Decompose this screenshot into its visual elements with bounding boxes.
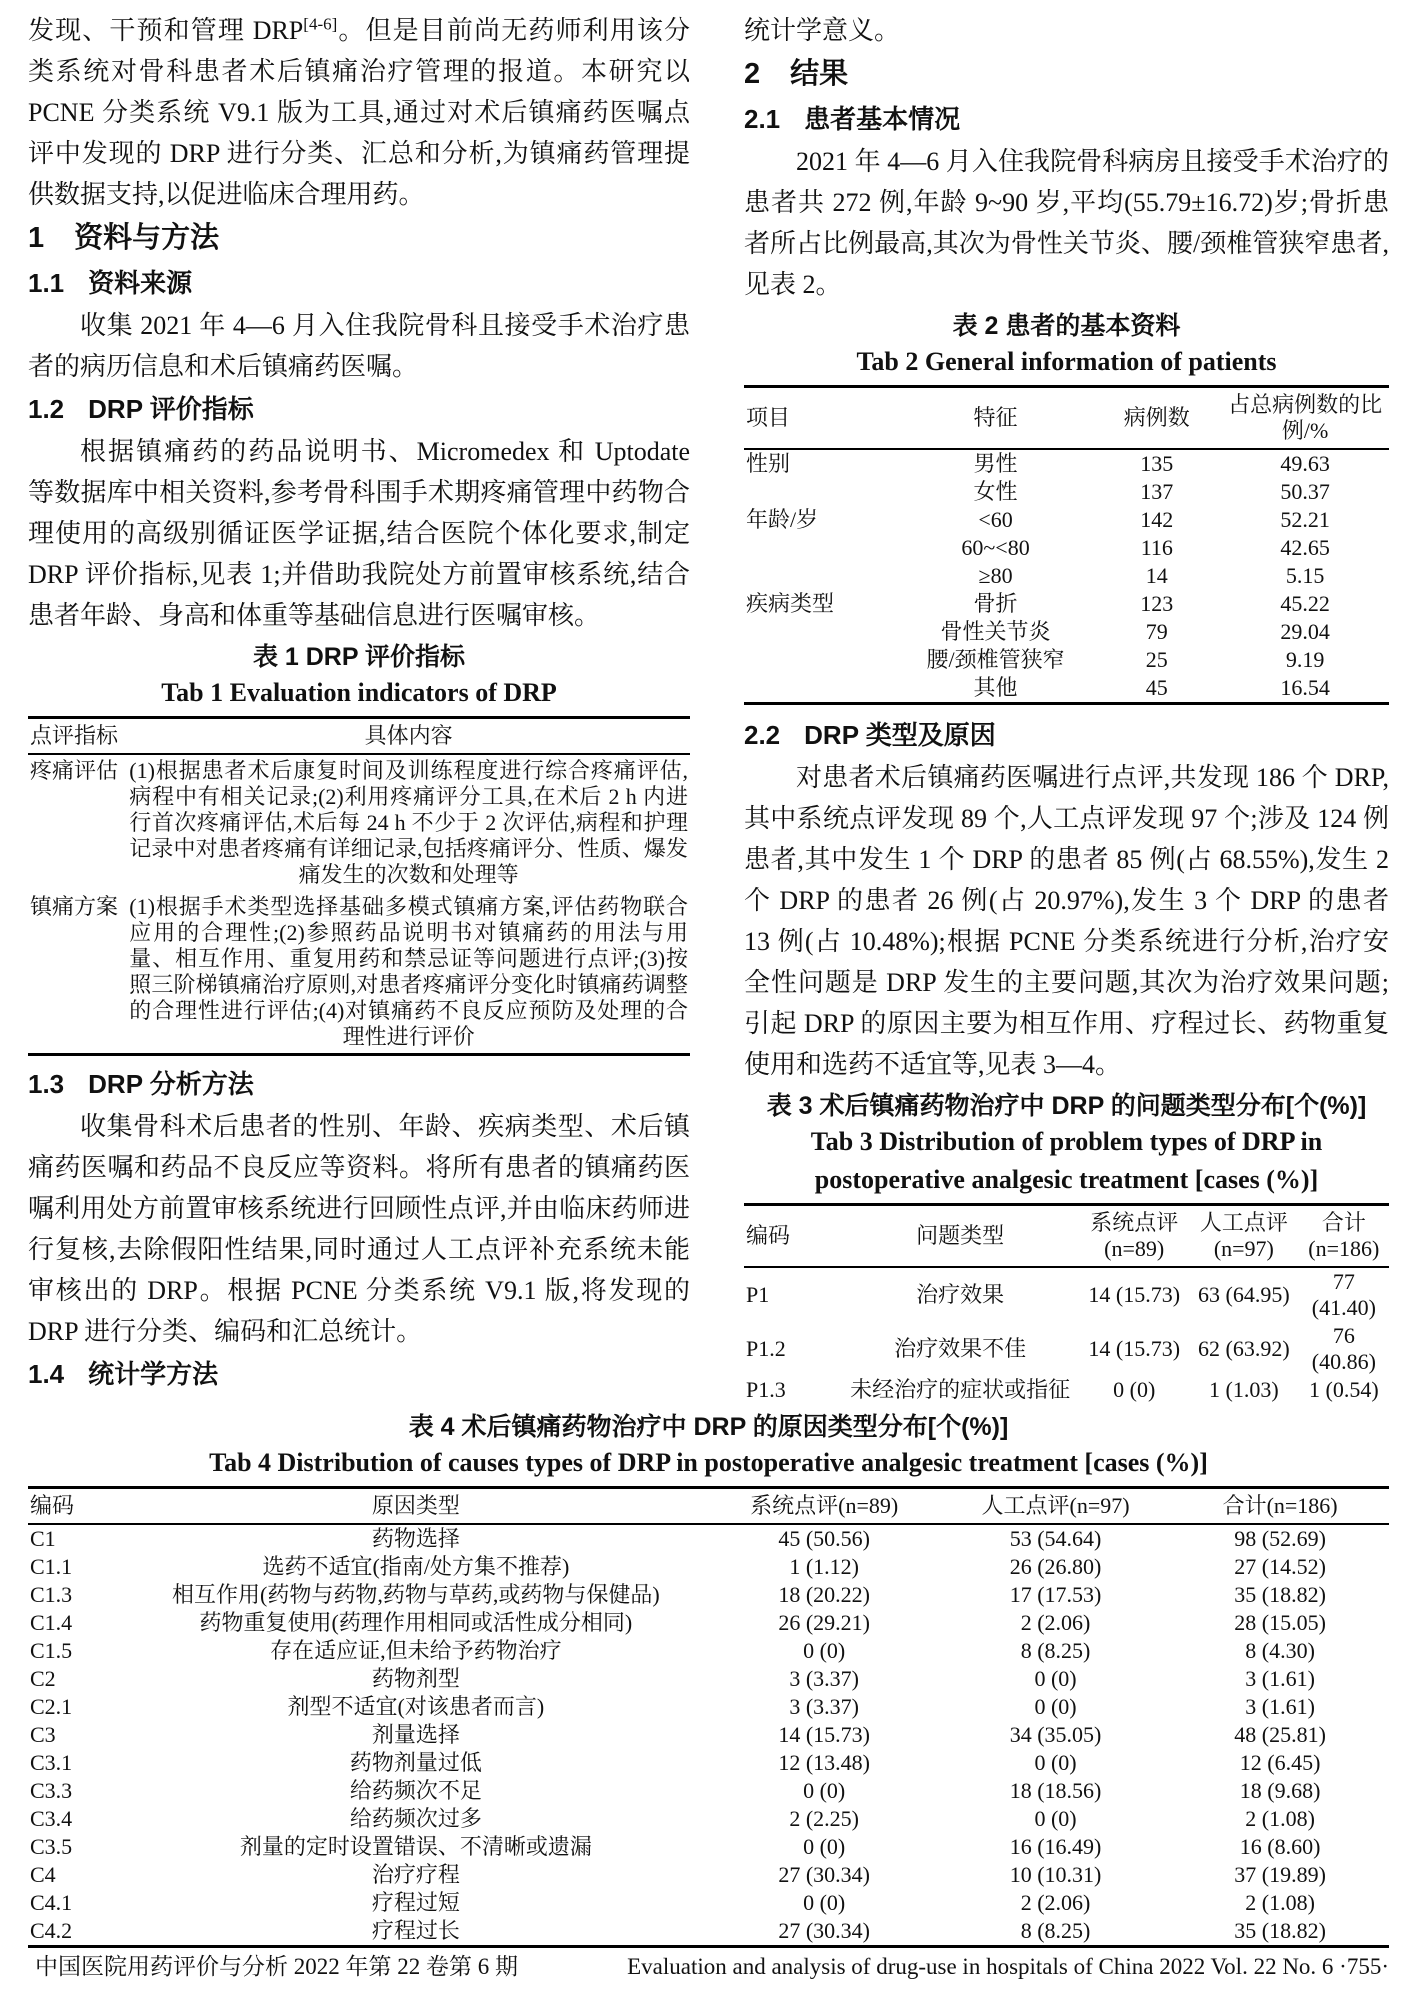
table-cell: C1	[30, 1526, 56, 1551]
heading-2-2	[744, 713, 1389, 757]
table-cell: 14 (15.73)	[1088, 1282, 1181, 1307]
section-number: 2.2	[744, 720, 781, 750]
table-row	[744, 646, 1389, 674]
table-cell: 98 (52.69)	[1234, 1526, 1326, 1551]
table-row	[28, 1581, 1389, 1609]
table3-block	[744, 1089, 1389, 1402]
table-row	[28, 754, 690, 891]
table1-caption-cn: 表 1 DRP 评价指标	[252, 643, 466, 671]
table-row	[744, 478, 1389, 506]
table-cell: 14	[1145, 563, 1168, 588]
section-number: 1	[28, 222, 45, 254]
column-header: 人工点评(n=97)	[940, 1488, 1171, 1525]
table-cell: 116	[1140, 535, 1173, 560]
table-cell	[744, 562, 899, 590]
paragraph-drp-indicators: 根据镇痛药的药品说明书、Micromedex 和 Uptodate 等数据库中相关资料,参考骨科围手术期疼痛管理中药物合理使用的高级别循证医学证据,结合医院个体化要求,制定 DRP 评价指标,见表 1;并借助我院处方前置审核系统,结合患者年龄、身高和体重等基础信息进行医嘱审核。	[28, 437, 690, 630]
table-cell: 14 (15.73)	[1088, 1336, 1181, 1361]
column-header: 特征	[899, 387, 1093, 450]
table-cell: 相互作用(药物与药物,药物与草药,或药物与保健品)	[172, 1582, 660, 1607]
section-title: 结果	[790, 58, 849, 90]
table-row	[744, 1376, 1389, 1402]
table-cell: 79	[1145, 619, 1168, 644]
right-column	[744, 10, 1389, 1402]
table-cell: <60	[978, 507, 1013, 532]
table-cell: 9.19	[1285, 647, 1325, 672]
table-cell: 治疗疗程	[371, 1862, 460, 1887]
table-cell: 1 (1.03)	[1209, 1377, 1279, 1402]
table-cell: 37 (19.89)	[1234, 1862, 1326, 1887]
table-cell: 50.37	[1280, 479, 1330, 504]
table-row	[28, 1693, 1389, 1721]
table-cell: C1.5	[30, 1638, 73, 1663]
table-cell: 0 (0)	[803, 1638, 846, 1663]
table-cell: C1.1	[30, 1554, 73, 1579]
table2-caption-en: Tab 2 General information of patients	[856, 347, 1277, 376]
column-header: 人工点评(n=97)	[1189, 1205, 1299, 1268]
table-row	[744, 590, 1389, 618]
table-cell: 16 (8.60)	[1239, 1834, 1321, 1859]
table-cell: 0 (0)	[1034, 1806, 1077, 1831]
table-cell: (1)根据患者术后康复时间及训练程度进行综合疼痛评估,病程中有相关记录;(2)利用疼痛评分工具,在术后 2 h 内进行首次疼痛评估,术后每 24 h 不少于 2 次评估,病程和护理记录中对患者疼痛有详细记录,包括疼痛评分、性质、爆发痛发生的次数和处理等	[129, 758, 688, 887]
table-cell: 疼痛评估	[30, 758, 119, 783]
section-number: 2	[744, 58, 761, 90]
table-row	[28, 1917, 1389, 1947]
table-cell: 骨折	[973, 591, 1018, 616]
table-row	[28, 1665, 1389, 1693]
table-cell: 药物剂型	[371, 1666, 460, 1691]
table-cell: C3.5	[30, 1834, 73, 1859]
table-row	[28, 1637, 1389, 1665]
column-header: 占总病例数的比例/%	[1221, 387, 1389, 450]
table-cell: 疾病类型	[746, 591, 835, 616]
table-cell: 135	[1140, 451, 1174, 476]
section-title: 资料来源	[88, 268, 193, 298]
table-cell: 疗程过长	[371, 1918, 460, 1943]
column-header: 编码	[744, 1205, 841, 1268]
table3-problem-types	[744, 1203, 1389, 1402]
column-header: 系统点评(n=89)	[1079, 1205, 1189, 1268]
table-cell	[744, 618, 899, 646]
table-cell: 12 (6.45)	[1239, 1750, 1321, 1775]
table-cell: 镇痛方案	[30, 894, 119, 919]
two-column-layout	[28, 10, 1389, 1402]
table-cell: 25	[1145, 647, 1168, 672]
table-cell: 药物重复使用(药理作用相同或活性成分相同)	[199, 1610, 633, 1635]
table-cell: C3.3	[30, 1778, 73, 1803]
table-cell: C4.1	[30, 1890, 73, 1915]
column-header: 合计(n=186)	[1299, 1205, 1389, 1268]
table-header-row	[28, 718, 690, 755]
table-cell: 52.21	[1280, 507, 1330, 532]
heading-section-1	[28, 215, 690, 261]
table-row	[28, 891, 690, 1055]
table-cell: 男性	[973, 451, 1018, 476]
table-cell: 34 (35.05)	[1009, 1722, 1102, 1747]
table-cell: 药物选择	[371, 1526, 460, 1551]
table-cell: 18 (20.22)	[778, 1582, 870, 1607]
table4-block	[28, 1410, 1389, 1948]
table-cell: 1 (1.12)	[789, 1554, 859, 1579]
table-cell: 48 (25.81)	[1234, 1722, 1326, 1747]
paragraph-statistics-continuation: 统计学意义。	[744, 16, 901, 45]
table-cell: 0 (0)	[803, 1890, 846, 1915]
table-cell: 14 (15.73)	[778, 1722, 870, 1747]
table-cell: 27 (14.52)	[1234, 1554, 1326, 1579]
section-title: DRP 类型及原因	[804, 720, 996, 750]
section-title: DRP 分析方法	[88, 1069, 254, 1099]
table-cell: 16 (16.49)	[1009, 1834, 1102, 1859]
table-cell: 骨性关节炎	[940, 619, 1051, 644]
section-number: 1.3	[28, 1069, 65, 1099]
table-cell: 29.04	[1280, 619, 1330, 644]
table-cell: 2 (2.06)	[1020, 1610, 1091, 1635]
section-title: 资料与方法	[74, 222, 220, 254]
table-cell: 0 (0)	[803, 1834, 846, 1859]
table-cell: 45.22	[1280, 591, 1330, 616]
table-cell: 142	[1140, 507, 1174, 532]
table-row	[744, 1267, 1389, 1322]
heading-1-3	[28, 1062, 690, 1106]
table3-caption-cn: 表 3 术后镇痛药物治疗中 DRP 的问题类型分布[个(%)]	[766, 1092, 1367, 1120]
heading-section-2	[744, 51, 1389, 97]
table-cell: 26 (26.80)	[1009, 1554, 1102, 1579]
table-cell: 女性	[973, 479, 1018, 504]
table-row	[28, 1609, 1389, 1637]
table-cell: C3	[30, 1722, 56, 1747]
table-cell: 2 (1.08)	[1245, 1806, 1315, 1831]
table-header-row	[744, 1205, 1389, 1268]
table-row	[744, 674, 1389, 704]
table-cell: 27 (30.34)	[778, 1862, 870, 1887]
section-number: 1.1	[28, 268, 65, 298]
table4-caption-cn: 表 4 术后镇痛药物治疗中 DRP 的原因类型分布[个(%)]	[408, 1413, 1009, 1441]
table-cell: C1.4	[30, 1610, 73, 1635]
table-cell: 8 (4.30)	[1245, 1638, 1315, 1663]
table-cell: 12 (13.48)	[778, 1750, 870, 1775]
section-number: 2.1	[744, 104, 781, 134]
table-row	[744, 449, 1389, 478]
table-cell: 剂型不适宜(对该患者而言)	[287, 1694, 545, 1719]
table-cell: 未经治疗的症状或指征	[850, 1377, 1071, 1402]
table-cell: 137	[1140, 479, 1174, 504]
column-header: 合计(n=186)	[1171, 1488, 1389, 1525]
table-cell: 年龄/岁	[746, 507, 819, 532]
section-title: 患者基本情况	[804, 104, 961, 134]
table-cell: C2	[30, 1666, 56, 1691]
table-cell: 60~<80	[961, 535, 1030, 560]
table-cell: 剂量选择	[371, 1722, 460, 1747]
heading-2-1	[744, 97, 1389, 141]
left-column	[28, 10, 690, 1402]
table-cell: 治疗效果	[916, 1282, 1005, 1307]
table2-block	[744, 309, 1389, 705]
table-cell: 2 (1.08)	[1245, 1890, 1315, 1915]
table-cell	[744, 646, 899, 674]
table-row	[28, 1553, 1389, 1581]
column-header: 问题类型	[841, 1205, 1080, 1268]
table-row	[28, 1777, 1389, 1805]
table-row	[28, 1749, 1389, 1777]
table-cell: 0 (0)	[1034, 1666, 1077, 1691]
table-cell: 1 (0.54)	[1309, 1377, 1379, 1402]
heading-1-4	[28, 1352, 690, 1396]
table-cell: P1.2	[746, 1336, 786, 1361]
table4-cause-types	[28, 1486, 1389, 1948]
table-cell: 药物剂量过低	[349, 1750, 482, 1775]
table-cell: 76 (40.86)	[1311, 1323, 1376, 1374]
table-cell: 存在适应证,但未给予药物治疗	[270, 1638, 562, 1663]
table-cell: C3.1	[30, 1750, 73, 1775]
table-cell: 49.63	[1280, 451, 1330, 476]
table-cell: 53 (54.64)	[1009, 1526, 1102, 1551]
table-cell: 123	[1140, 591, 1174, 616]
table3-caption-en-line2: postoperative analgesic treatment [cases (%)]	[814, 1165, 1319, 1194]
table-cell: 性别	[746, 451, 791, 476]
table-cell: 45 (50.56)	[778, 1526, 870, 1551]
table-cell: 8 (8.25)	[1020, 1918, 1091, 1943]
paragraph-drp-types-causes: 对患者术后镇痛药医嘱进行点评,共发现 186 个 DRP,其中系统点评发现 89 个,人工点评发现 97 个;涉及 124 例患者,其中发生 1 个 DRP 的患者 85 例(占 68.55%),发生 2 个 DRP 的患者 26 例(占 20.97%),发生 3 个 DRP 的患者 13 例(占 10.48%);根据 PCNE 分类系统进行分析,治疗安全性问题是 DRP 发生的主要问题,其次为治疗效果问题;引起 DRP 的原因主要为相互作用、疗程过长、药物重复使用和选药不适宜等,见表 3—4。	[744, 763, 1389, 1079]
table-cell: 18 (18.56)	[1009, 1778, 1102, 1803]
table-cell: 选药不适宜(指南/处方集不推荐)	[262, 1554, 570, 1579]
table4-caption-en: Tab 4 Distribution of causes types of DRP in postoperative analgesic treatment [cases (%)]	[209, 1448, 1208, 1477]
table-cell: 26 (29.21)	[778, 1610, 870, 1635]
table-cell: 2 (2.25)	[789, 1806, 859, 1831]
table-row	[744, 506, 1389, 534]
column-header: 项目	[744, 387, 899, 450]
paragraph-drp-analysis-method: 收集骨科术后患者的性别、年龄、疾病类型、术后镇痛药医嘱和药品不良反应等资料。将所有患者的镇痛药医嘱利用处方前置审核系统进行回顾性点评,并由临床药师进行复核,去除假阳性结果,同时通过人工点评补充系统未能审核出的 DRP。根据 PCNE 分类系统 V9.1 版,将发现的 DRP 进行分类、编码和汇总统计。	[28, 1112, 690, 1346]
paragraph-statistics-method	[28, 1396, 690, 1402]
table-cell	[744, 534, 899, 562]
table-cell: 17 (17.53)	[1009, 1582, 1102, 1607]
table-row	[28, 1833, 1389, 1861]
paragraph-patient-info: 2021 年 4—6 月入住我院骨科病房且接受手术治疗的患者共 272 例,年龄 9~90 岁,平均(55.79±16.72)岁;骨折患者所占比例最高,其次为骨性关节炎、腰/颈椎管狭窄患者,见表 2。	[744, 147, 1389, 299]
table-cell: 35 (18.82)	[1234, 1582, 1326, 1607]
table-cell: 16.54	[1280, 675, 1330, 700]
column-header: 病例数	[1092, 387, 1221, 450]
table-cell	[744, 478, 899, 506]
table-row	[28, 1524, 1389, 1553]
heading-1-2	[28, 387, 690, 431]
table-cell: C2.1	[30, 1694, 73, 1719]
table-cell: 3 (1.61)	[1245, 1694, 1315, 1719]
table-cell: 35 (18.82)	[1234, 1918, 1326, 1943]
table1-block	[28, 640, 690, 1056]
section-number: 1.4	[28, 1359, 65, 1389]
paragraph-intro-continuation	[28, 10, 690, 215]
table-cell: 0 (0)	[1034, 1750, 1077, 1775]
section-title: 统计学方法	[88, 1359, 219, 1389]
journal-name-cn: 中国医院用药评价与分析 2022 年第 22 卷第 6 期	[35, 1954, 518, 1979]
citation-ref: [4-6]	[303, 14, 338, 34]
table-cell: 18 (9.68)	[1239, 1778, 1321, 1803]
table-cell: 62 (63.92)	[1198, 1336, 1290, 1361]
table-cell: C4.2	[30, 1918, 73, 1943]
table-cell: 27 (30.34)	[778, 1918, 870, 1943]
heading-1-1	[28, 261, 690, 305]
paragraph-data-source: 收集 2021 年 4—6 月入住我院骨科且接受手术治疗患者的病历信息和术后镇痛药医嘱。	[28, 311, 690, 381]
table-cell: 疗程过短	[371, 1890, 460, 1915]
column-header: 编码	[28, 1488, 123, 1525]
table-cell: 77 (41.40)	[1311, 1269, 1376, 1320]
table-cell: 0 (0)	[803, 1778, 846, 1803]
table-row	[28, 1861, 1389, 1889]
column-header: 原因类型	[123, 1488, 708, 1525]
table-row	[28, 1889, 1389, 1917]
table-row	[744, 562, 1389, 590]
table-cell: 10 (10.31)	[1009, 1862, 1102, 1887]
table-cell: 0 (0)	[1113, 1377, 1156, 1402]
section-number: 1.2	[28, 394, 65, 424]
intro-text-pre: 发现、干预和管理 DRP	[28, 16, 304, 45]
table-cell: 给药频次过多	[349, 1806, 482, 1831]
table-cell: C4	[30, 1862, 56, 1887]
table-cell: 42.65	[1280, 535, 1330, 560]
table1-evaluation-indicators	[28, 716, 690, 1056]
table-cell: P1	[746, 1282, 770, 1307]
table-header-row	[28, 1488, 1389, 1525]
table-header-row	[744, 387, 1389, 450]
table-cell: 其他	[973, 675, 1018, 700]
table-cell: (1)根据手术类型选择基础多模式镇痛方案,评估药物联合应用的合理性;(2)参照药品说明书对镇痛药的用法与用量、相互作用、重复用药和禁忌证等问题进行点评;(3)按照三阶梯镇痛治疗原则,对患者疼痛评分变化时镇痛药调整的合理性进行评估;(4)对镇痛药不良反应预防及处理的合理性进行评价	[129, 894, 688, 1049]
table2-caption-cn: 表 2 患者的基本资料	[952, 312, 1181, 340]
table-cell: C1.3	[30, 1582, 73, 1607]
table-cell	[744, 674, 899, 704]
table-cell: 28 (15.05)	[1234, 1610, 1326, 1635]
table-row	[744, 534, 1389, 562]
table-cell: 8 (8.25)	[1020, 1638, 1091, 1663]
table-cell: ≥80	[978, 563, 1013, 588]
table-cell: 治疗效果不佳	[894, 1336, 1027, 1361]
table-cell: 3 (3.37)	[789, 1666, 859, 1691]
column-header: 点评指标	[28, 718, 127, 755]
table-row	[28, 1805, 1389, 1833]
column-header: 具体内容	[127, 718, 690, 755]
table-cell: 0 (0)	[1034, 1694, 1077, 1719]
table-cell: 5.15	[1285, 563, 1325, 588]
table3-caption-en-line1: Tab 3 Distribution of problem types of DRP in	[810, 1127, 1323, 1156]
table-cell: 3 (1.61)	[1245, 1666, 1315, 1691]
table-cell: C3.4	[30, 1806, 73, 1831]
table2-general-information	[744, 385, 1389, 705]
table-cell: 45	[1145, 675, 1168, 700]
section-title: DRP 评价指标	[88, 394, 254, 424]
table-row	[28, 1721, 1389, 1749]
table-cell: 2 (2.06)	[1020, 1890, 1091, 1915]
table-cell: 给药频次不足	[349, 1778, 482, 1803]
table-cell: 腰/颈椎管狭窄	[926, 647, 1065, 672]
table1-caption-en: Tab 1 Evaluation indicators of DRP	[161, 678, 557, 707]
page-footer	[35, 1952, 1389, 1982]
table-cell: P1.3	[746, 1377, 786, 1402]
column-header: 系统点评(n=89)	[709, 1488, 940, 1525]
table-row	[744, 618, 1389, 646]
table-row	[744, 1322, 1389, 1376]
table-cell: 剂量的定时设置错误、不清晰或遗漏	[239, 1834, 592, 1859]
journal-name-en-page: Evaluation and analysis of drug-use in hospitals of China 2022 Vol. 22 No. 6 ·755·	[627, 1954, 1389, 1979]
table-cell: 3 (3.37)	[789, 1694, 859, 1719]
intro-text-post: 。但是目前尚无药师利用该分类系统对骨科患者术后镇痛治疗管理的报道。本研究以 PCNE 分类系统 V9.1 版为工具,通过对术后镇痛药医嘱点评中发现的 DRP 进行分类、汇总和分析,为镇痛药管理提供数据支持,以促进临床合理用药。	[28, 16, 690, 209]
table-cell: 63 (64.95)	[1198, 1282, 1290, 1307]
